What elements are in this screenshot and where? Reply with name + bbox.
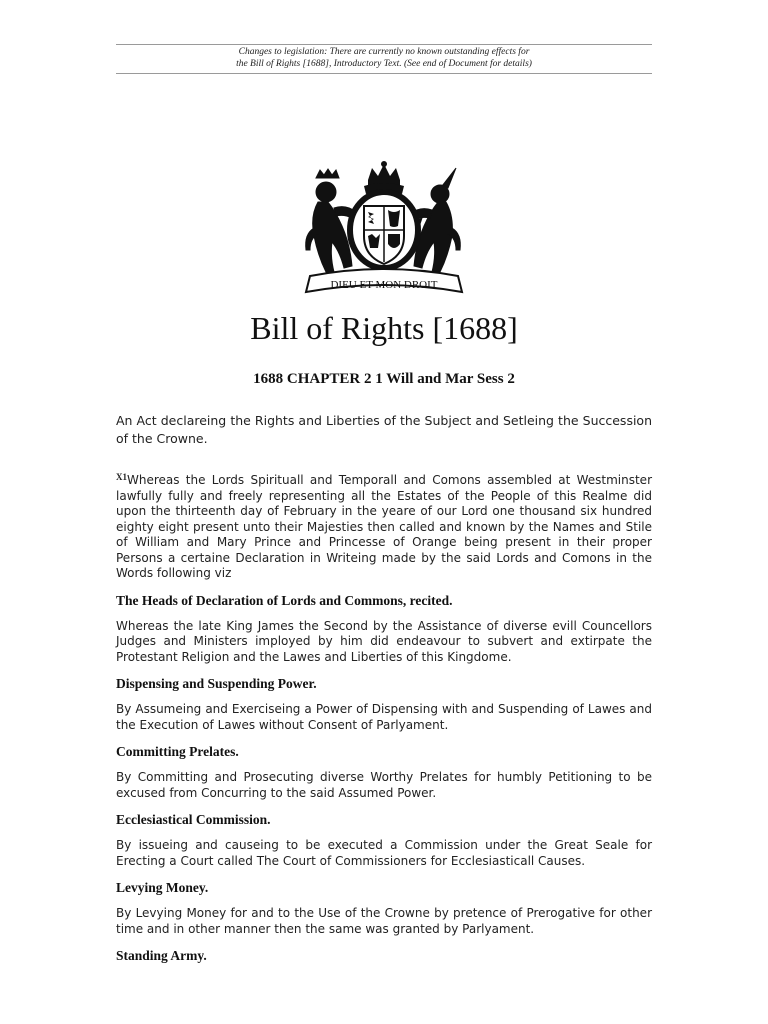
section-text: By Levying Money for and to the Use of the Crowne by pretence of Prerogative for other time and in other manner then the same was granted by Parlyament. [116, 906, 652, 936]
section-heading: Committing Prelates. [116, 744, 239, 759]
banner-line-2: the Bill of Rights [1688], Introductory Text. (See end of Document for details) [236, 59, 532, 69]
annotation-marker[interactable]: X1 [116, 472, 127, 482]
chapter-reference: 1688 CHAPTER 2 1 Will and Mar Sess 2 [253, 371, 515, 387]
changes-to-legislation-banner [116, 44, 652, 74]
royal-coat-of-arms-icon [294, 158, 474, 300]
section-heading: Ecclesiastical Commission. [116, 812, 271, 827]
preamble [116, 470, 652, 582]
page-title: Bill of Rights [1688] [250, 310, 518, 346]
section-heading: The Heads of Declaration of Lords and Commons, recited. [116, 592, 453, 608]
banner-line-1: Changes to legislation: There are currently no known outstanding effects for [238, 47, 530, 57]
preamble-text: Whereas the Lords Spirituall and Temporall and Comons assembled at Westminster lawfully fully and freely representing all the Estates of the People of this Realme did upon the thirteenth day of February in the yeare of our Lord one thousand six hundred eighty eight present unto their Majesties then called and known by the Names and Stile of William and Mary Prince and Princesse of Orange being present in their proper Persons a certaine Declaration in Writeing made by the said Lords and Comons in the Words following viz [116, 473, 652, 580]
section-heading: Dispensing and Suspending Power. [116, 676, 317, 691]
act-body [116, 470, 652, 974]
section-text: Whereas the late King James the Second by the Assistance of diverse evill Councellors Judges and Ministers imployed by him did endeavour to subvert and extirpate the Protestant Religion and the Lawes and Liberties of this Kingdome. [116, 618, 652, 664]
section-text: By Committing and Prosecuting diverse Worthy Prelates for humbly Petitioning to be excused from Concurring to the said Assumed Power. [116, 770, 652, 800]
section-heading: Standing Army. [116, 948, 207, 963]
long-title: An Act declareing the Rights and Liberties of the Subject and Setleing the Succession of the Crowne. [116, 413, 652, 446]
section-text: By Assumeing and Exerciseing a Power of Dispensing with and Suspending of Lawes and the Execution of Lawes without Consent of Parlyament. [116, 702, 652, 732]
scroll-motto: DIEU ET MON DROIT [330, 279, 438, 291]
section-heading: Levying Money. [116, 880, 209, 895]
section-text: By issueing and causeing to be executed a Commission under the Great Seale for Erecting a Court called The Court of Commissioners for Ecclesiasticall Causes. [116, 838, 652, 868]
